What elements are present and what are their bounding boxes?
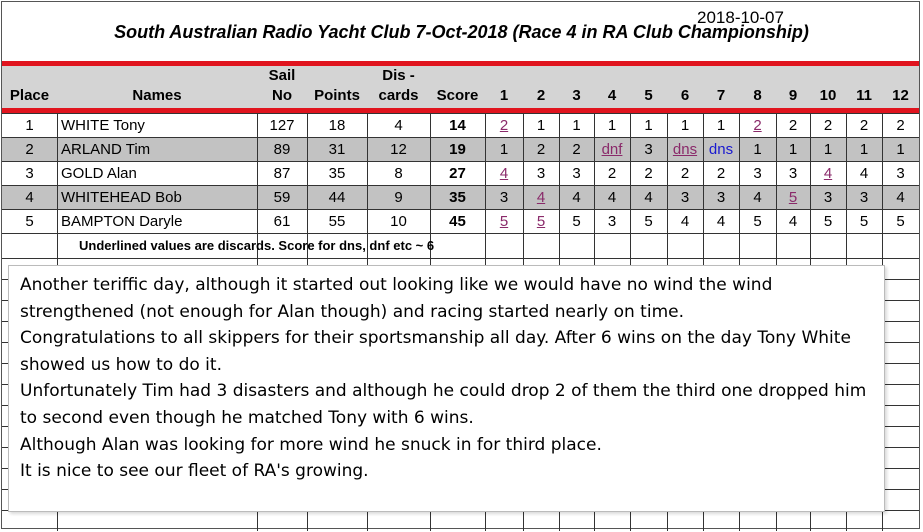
table-row	[2, 138, 919, 162]
cell-points: 18	[328, 117, 346, 134]
cell-race-12: 5	[896, 213, 905, 230]
report-paragraph: It is nice to see our fleet of RA's growing.	[20, 461, 369, 482]
cell-race-5: 4	[644, 189, 653, 206]
header-race-7: 7	[716, 87, 726, 104]
header-race-11: 11	[856, 87, 872, 104]
cell-score: 14	[449, 117, 466, 134]
cell-points: 35	[328, 165, 346, 182]
cell-race-7: 1	[716, 117, 726, 134]
cell-race-7: 3	[716, 189, 726, 206]
cell-race-5: 1	[644, 117, 653, 134]
sheet-title: South Australian Radio Yacht Club 7-Oct-2018 (Race 4 in RA Club Championship)	[114, 22, 809, 42]
cell-race-5: 2	[644, 165, 653, 182]
cell-race-2: 5	[536, 213, 546, 230]
cell-score: 45	[449, 213, 466, 230]
table-row	[2, 210, 919, 234]
header-race-9: 9	[788, 87, 798, 104]
header-race-2: 2	[536, 87, 546, 104]
cell-race-11: 3	[859, 189, 869, 206]
grid-hline	[2, 113, 919, 114]
cell-race-2: 1	[536, 117, 546, 134]
cell-race-9: 1	[788, 141, 798, 158]
cell-race-8: 1	[753, 141, 762, 158]
cell-place: 4	[25, 189, 34, 206]
cell-race-6: 1	[680, 117, 690, 134]
cell-discards: 10	[390, 213, 407, 230]
cell-sail: 127	[269, 117, 295, 134]
cell-race-8: 4	[753, 189, 762, 206]
header-race-10: 10	[819, 87, 837, 104]
cell-points: 55	[328, 213, 346, 230]
sheet-date: 2018-10-07	[697, 8, 784, 27]
report-paragraph: Unfortunately Tim had 3 disasters and although he could drop 2 of them the third one dropped him to second even though he matched Tony with 6 wins.	[20, 381, 867, 428]
report-paragraph: Another teriffic day, although it started out looking like we would have no wind the wind strengthened (not enough for Alan though) and racing started nearly on time.	[20, 275, 773, 322]
cell-race-10: 1	[823, 141, 833, 158]
header-names: Names	[132, 87, 182, 104]
cell-score: 35	[449, 189, 466, 206]
race-report-box	[8, 265, 885, 512]
grid-hline	[2, 137, 919, 138]
header-race-3: 3	[572, 87, 581, 104]
cell-race-7: 4	[716, 213, 726, 230]
footnote: Underlined values are discards. Score for dns, dnf etc ~ 6	[79, 238, 435, 253]
cell-sail: 59	[273, 189, 291, 206]
cell-race-3: 1	[572, 117, 581, 134]
cell-race-3: 5	[572, 213, 581, 230]
cell-race-2: 3	[536, 165, 546, 182]
grid-hline	[2, 233, 919, 234]
cell-race-11: 1	[859, 141, 869, 158]
header-race-4: 4	[607, 87, 617, 104]
cell-race-8: 3	[753, 165, 762, 182]
header-score: Score	[436, 87, 479, 104]
cell-race-4: 1	[607, 117, 617, 134]
cell-name: WHITE Tony	[61, 117, 145, 134]
cell-race-1: 5	[499, 213, 509, 230]
cell-discards: 8	[394, 165, 403, 182]
header-race-1: 1	[499, 87, 509, 104]
header-discards: Dis -	[382, 67, 415, 84]
cell-race-1: 3	[499, 189, 509, 206]
cell-race-8: 2	[753, 117, 762, 134]
cell-place: 3	[25, 165, 34, 182]
cell-race-9: 2	[788, 117, 798, 134]
grid-hline	[2, 258, 919, 259]
header-race-6: 6	[680, 87, 690, 104]
header-sail: Sail	[268, 67, 296, 84]
cell-race-4: 4	[607, 189, 617, 206]
cell-points: 44	[328, 189, 346, 206]
cell-race-10: 3	[823, 189, 833, 206]
report-paragraph: Congratulations to all skippers for their sportsmanship all day. After 6 wins on the day Tony White showed us how to do it.	[20, 328, 851, 375]
cell-race-5: 3	[644, 141, 653, 158]
cell-race-5: 5	[644, 213, 653, 230]
cell-name: ARLAND Tim	[61, 141, 151, 158]
cell-race-10: 4	[823, 165, 833, 182]
header-points: Points	[314, 87, 360, 104]
cell-race-7: dns	[708, 141, 734, 158]
cell-points: 31	[328, 141, 346, 158]
cell-race-3: 3	[572, 165, 581, 182]
cell-race-9: 3	[788, 165, 798, 182]
cell-name: BAMPTON Daryle	[61, 213, 183, 230]
grid-hline	[2, 161, 919, 162]
cell-place: 2	[25, 141, 34, 158]
cell-sail: 87	[273, 165, 291, 182]
cell-race-3: 4	[572, 189, 581, 206]
cell-discards: 12	[390, 141, 407, 158]
cell-race-1: 2	[499, 117, 509, 134]
cell-race-6: 4	[680, 213, 690, 230]
cell-race-3: 2	[572, 141, 581, 158]
grid-hline	[2, 185, 919, 186]
header-race-5: 5	[644, 87, 653, 104]
cell-race-4: 2	[607, 165, 617, 182]
report-paragraph: Although Alan was looking for more wind he snuck in for third place.	[20, 434, 602, 455]
table-row	[2, 186, 919, 210]
cell-race-6: 2	[680, 165, 690, 182]
header-sail-no: No	[272, 87, 292, 104]
cell-race-4: 3	[607, 213, 617, 230]
cell-race-11: 5	[859, 213, 869, 230]
header-race-12: 12	[892, 87, 909, 104]
cell-race-6: 3	[680, 189, 690, 206]
cell-race-1: 4	[499, 165, 509, 182]
cell-race-2: 2	[536, 141, 546, 158]
cell-place: 1	[25, 117, 34, 134]
race-report-text	[20, 272, 875, 485]
cell-race-11: 2	[859, 117, 869, 134]
cell-sail: 61	[273, 213, 291, 230]
cell-score: 19	[449, 141, 466, 158]
cell-score: 27	[449, 165, 466, 182]
cell-race-6: dns	[672, 141, 698, 158]
header-place: Place	[9, 87, 50, 104]
cell-name: GOLD Alan	[61, 165, 137, 182]
grid-hline	[2, 209, 919, 210]
cell-race-12: 2	[896, 117, 905, 134]
cell-race-8: 5	[753, 213, 762, 230]
cell-discards: 4	[394, 117, 403, 134]
cell-race-10: 2	[823, 117, 833, 134]
cell-name: WHITEHEAD Bob	[61, 189, 182, 206]
cell-race-10: 5	[823, 213, 833, 230]
cell-race-9: 5	[788, 189, 798, 206]
cell-race-4: dnf	[601, 141, 623, 158]
cell-place: 5	[25, 213, 34, 230]
cell-discards: 9	[394, 189, 403, 206]
cell-race-7: 2	[716, 165, 726, 182]
table-row	[2, 114, 919, 138]
cell-race-12: 3	[896, 165, 905, 182]
header-discards-cards: cards	[378, 87, 419, 104]
cell-race-12: 1	[896, 141, 905, 158]
cell-race-1: 1	[499, 141, 509, 158]
cell-race-9: 4	[788, 213, 798, 230]
cell-sail: 89	[273, 141, 291, 158]
cell-race-12: 4	[896, 189, 905, 206]
cell-race-11: 4	[859, 165, 869, 182]
table-row	[2, 162, 919, 186]
cell-race-2: 4	[536, 189, 546, 206]
header-race-8: 8	[753, 87, 762, 104]
